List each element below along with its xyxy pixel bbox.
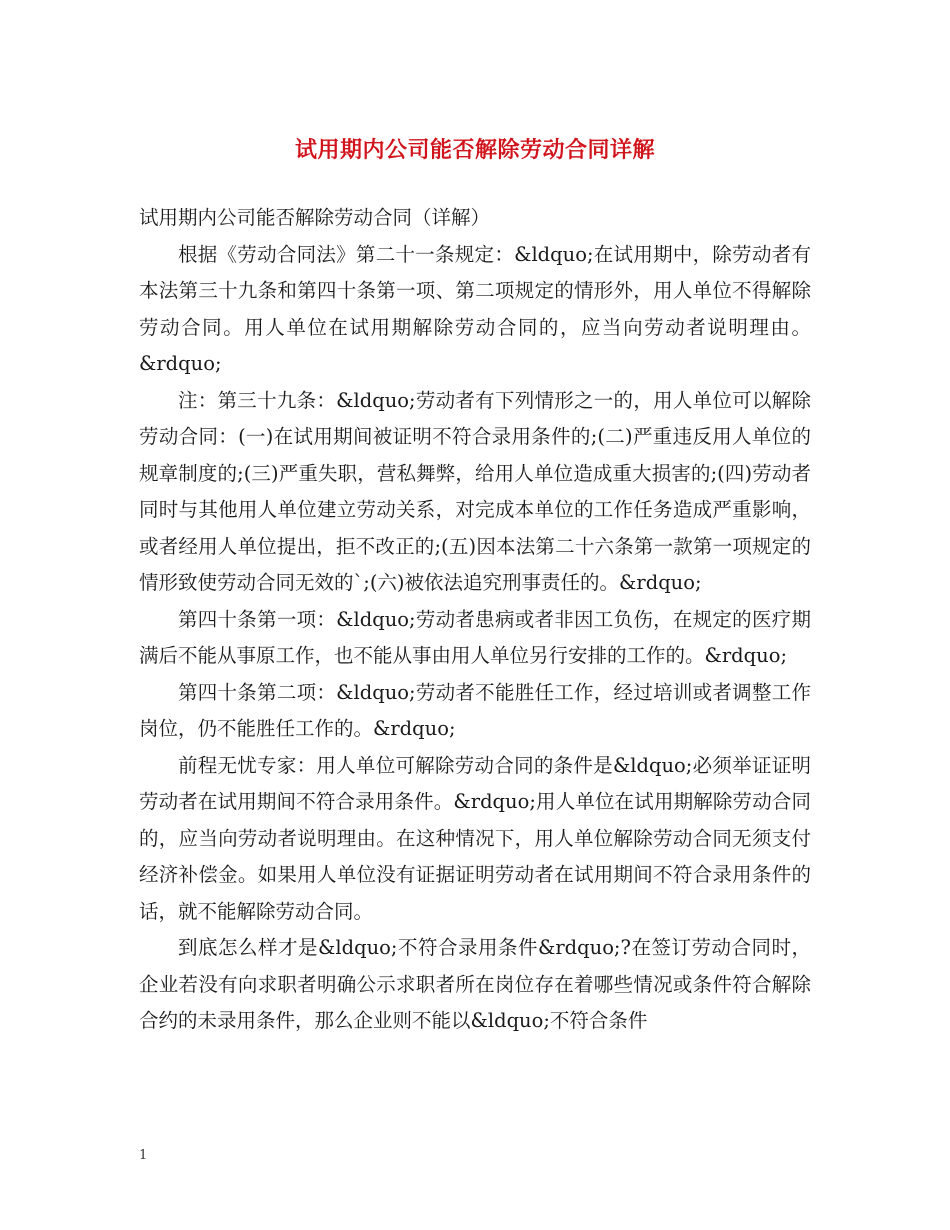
subtitle-paragraph: 试用期内公司能否解除劳动合同（详解）: [139, 206, 491, 229]
paragraph-article-40-item-2: 第四十条第二项：&ldquo;劳动者不能胜任工作，经过培训或者调整工作岗位，仍不能胜任工作的。&rdquo;: [139, 680, 811, 740]
paragraph-article-40-item-1: 第四十条第一项：&ldquo;劳动者患病或者非因工负伤，在规定的医疗期满后不能从事原工作，也不能从事由用人单位另行安排的工作的。&rdquo;: [139, 607, 811, 667]
paragraph-expert-opinion: 前程无忧专家：用人单位可解除劳动合同的条件是&ldquo;必须举证证明劳动者在试用期间不符合录用条件。&rdquo;用人单位在试用期解除劳动合同的，应当向劳动者说明理由。在这种情况下，用人单位解除劳动合同无须支付经济补偿金。如果用人单位没有证据证明劳动者在试用期间不符合录用条件的话，就不能解除劳动合同。: [139, 753, 811, 923]
document-body: [139, 200, 811, 1040]
page-number: 1: [139, 1148, 148, 1163]
document-title: 试用期内公司能否解除劳动合同详解: [294, 137, 655, 163]
paragraph-article-21: 根据《劳动合同法》第二十一条规定：&ldquo;在试用期中，除劳动者有本法第三十九条和第四十条第一项、第二项规定的情形外，用人单位不得解除劳动合同。用人单位在试用期解除劳动合同的，应当向劳动者说明理由。&rdquo;: [139, 242, 811, 375]
paragraph-article-39: 注：第三十九条：&ldquo;劳动者有下列情形之一的，用人单位可以解除劳动合同：(一)在试用期间被证明不符合录用条件的;(二)严重违反用人单位的规章制度的;(三)严重失职，营私舞弊，给用人单位造成重大损害的;(四)劳动者同时与其他用人单位建立劳动关系，对完成本单位的工作任务造成严重影响，或者经用人单位提出，拒不改正的;(五)因本法第二十六条第一款第一项规定的情形致使劳动合同无效的`;(六)被依法追究刑事责任的。&rdquo;: [139, 388, 811, 594]
paragraph-recruitment-conditions: 到底怎么样才是&ldquo;不符合录用条件&rdquo;?在签订劳动合同时，企业若没有向求职者明确公示求职者所在岗位存在着哪些情况或条件符合解除合约的未录用条件，那么企业则不能以&ldquo;不符合条件: [139, 936, 811, 1032]
